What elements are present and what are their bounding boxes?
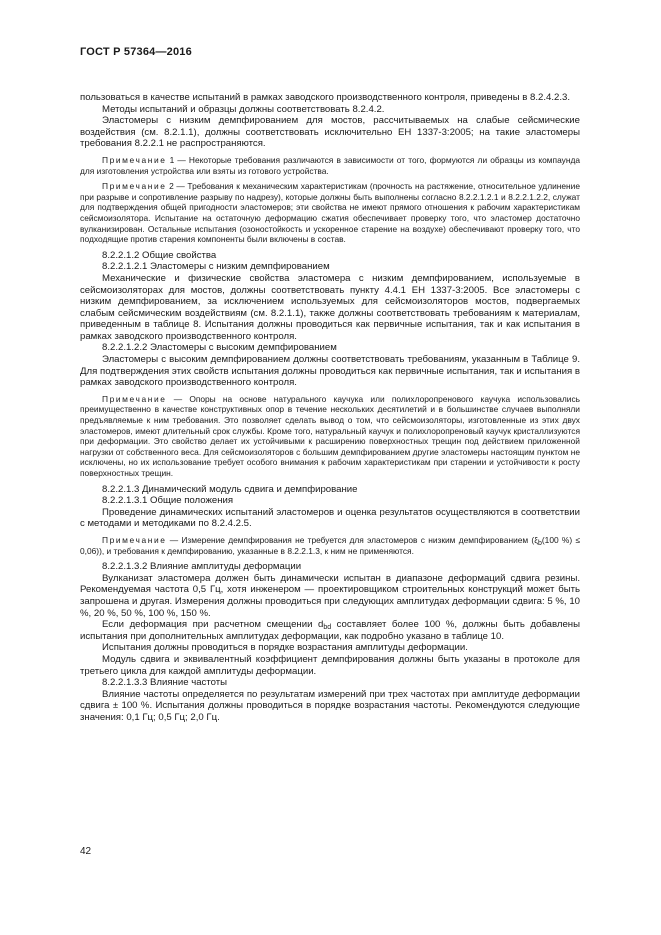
section-heading: 8.2.2.1.2 Общие свойства (102, 249, 217, 261)
xi-symbol: ξ (534, 534, 538, 545)
paragraph: Испытания должны проводиться в порядке возрастания амплитуды деформации. (102, 642, 468, 654)
note-label: Примечание (102, 154, 167, 165)
note-1 (80, 155, 580, 176)
paragraph: пользоваться в качестве испытаний в рамках заводского производственного контроля, приведены в 8.2.4.2.3. (80, 92, 571, 103)
note-text-pre: — Измерение демпфирования не требуется для эластомеров с низким демпфированием ( (169, 534, 535, 545)
paragraph: Модуль сдвига и эквивалентный коэффициент демпфирования должны быть указаны в протоколе для третьего цикла для каждой амплитуды деформации. (80, 653, 580, 677)
note-4 (80, 535, 580, 556)
note-label: Примечание (102, 534, 167, 545)
paragraph: Механические и физические свойства эластомера с низким демпфированием, используемые в сейсмоизоляторах для мостов, должны соответствовать пункту 4.4.1 ЕН 1337-3:2005. Все эластомеры с низким демпфированием, за исключением используемых для сейсмоизоляторов мостов, подвергаемых слабым сейсмическим воздействиям (см. 8.2.1.1), также должны соответствовать требованиям к материалам, приведенным в таблице 8. Испытания должны проводиться как первичные испытания, так и как испытания в рамках заводского производственного контроля. (80, 272, 580, 342)
section-heading: 8.2.2.1.2.1 Эластомеры с низким демпфированием (102, 261, 330, 273)
paragraph: Методы испытаний и образцы должны соответствовать 8.2.4.2. (102, 103, 385, 115)
note-text: 1 — Некоторые требования различаются в зависимости от того, формуются ли образцы из компаунда для изготовления устройства или взяты из готового устройства. (80, 154, 581, 176)
note-3 (80, 394, 580, 479)
note-text: — Опоры на основе натурального каучука или полихлоропренового каучука использовались преимущественно в качестве конструктивных опор в течение нескольких десятилетий и в большинстве случаев выполняли предъявляемые к ним требования. Это позволяет сделать вывод о том, что сейсмоизоляторы, изготовленные из этих двух эластомеров, имеют длительный срок службы. Кроме того, натуральный каучук и полихлоропреновый каучук кристаллизуются при деформации. Это свойство делает их устойчивыми к расширению поверхностных трещин под действием приложенной нагрузки от собственного веса. Для сейсмоизоляторов с большим демпфированием другие эластомеры настоящим пунктом не исключены, но их использование требует особого внимания к рабочим характеристикам при старении и устойчивости к росту поверхностных трещин. (80, 393, 581, 478)
text-fragment: Если деформация при расчетном смещении d (102, 619, 324, 631)
note-text-post: (100 %) ≤ 0,06)), и требования к демпфированию, указанные в 8.2.2.1.3, к ним не применяются. (80, 534, 581, 556)
paragraph (80, 619, 580, 642)
page-number: 42 (80, 846, 92, 857)
paragraph: Влияние частоты определяется по результатам измерений при трех частотах при амплитуде деформации сдвига ± 100 %. Испытания должны проводиться в порядке возрастания частоты. Рекомендуются следующие значения: 0,1 Гц; 0,5 Гц; 2,0 Гц. (80, 688, 580, 723)
note-text: 2 — Требования к механическим характеристикам (прочность на растяжение, относительное удлинение при разрыве и сопротивление разрыву по надрезу), которые должны быть выполнены согласно 8.2.2.1.2.1 и 8.2.2.1.2.2, служат для подтверждения общей пригодности эластомеров; эти свойства не имеют прямого отношения к рабочим характеристикам сейсмоизолятора. Испытание на остаточную деформацию сжатия обеспечивает проверку того, что эластомер достаточно вулканизирован. Остальные испытания (озоностойкость и ускоренное старение на воздухе) обеспечивают проверку того, что подходящие против старения компоненты были включены в состав. (80, 181, 581, 245)
section-heading: 8.2.2.1.3 Динамический модуль сдвига и демпфирование (102, 483, 358, 495)
xi-subscript: b (537, 539, 542, 547)
text-fragment: составляет более 100 %, должны быть добавлены испытания при дополнительных амплитудах деформации, как подробно указано в таблице 10. (80, 619, 580, 642)
paragraph: Вулканизат эластомера должен быть динамически испытан в диапазоне деформаций сдвига резины. Рекомендуемая частота 0,5 Гц, хотя инженером — проектировщиком строительных конструкций может быть запрошена и другая. Измерения должны проводиться при следующих амплитудах деформации сдвига: 5 %, 10 %, 20 %, 50 %, 100 %, 150 %. (80, 572, 580, 619)
paragraph: Проведение динамических испытаний эластомеров и оценка результатов осуществляются в соответствии с методами и методиками по 8.2.4.2.5. (80, 506, 580, 530)
section-heading: 8.2.2.1.3.3 Влияние частоты (102, 677, 228, 689)
document-header: ГОСТ Р 57364—2016 (80, 46, 192, 58)
paragraph: Эластомеры с низким демпфированием для мостов, рассчитываемых на слабые сейсмические воздействия (см. 8.2.1.1), должны соответствовать исключительно ЕН 1337-3:2005; на такие эластомеры требования 8.2.2.1 не распространяются. (80, 115, 580, 150)
section-heading: 8.2.2.1.2.2 Эластомеры с высоким демпфированием (102, 342, 337, 354)
paragraph: Эластомеры с высоким демпфированием должны соответствовать требованиям, указанным в Таблице 9. Для подтверждения этих свойств испытания должны проводиться как первичные испытания, так и испытания в рамках заводского производственного контроля. (80, 354, 580, 389)
note-2 (80, 181, 580, 245)
note-label: Примечание (102, 393, 167, 404)
section-heading: 8.2.2.1.3.2 Влияние амплитуды деформации (102, 561, 302, 573)
subscript: bd (323, 624, 332, 632)
note-label: Примечание (102, 181, 167, 192)
document-body (80, 92, 580, 723)
section-heading: 8.2.2.1.3.1 Общие положения (102, 495, 234, 507)
